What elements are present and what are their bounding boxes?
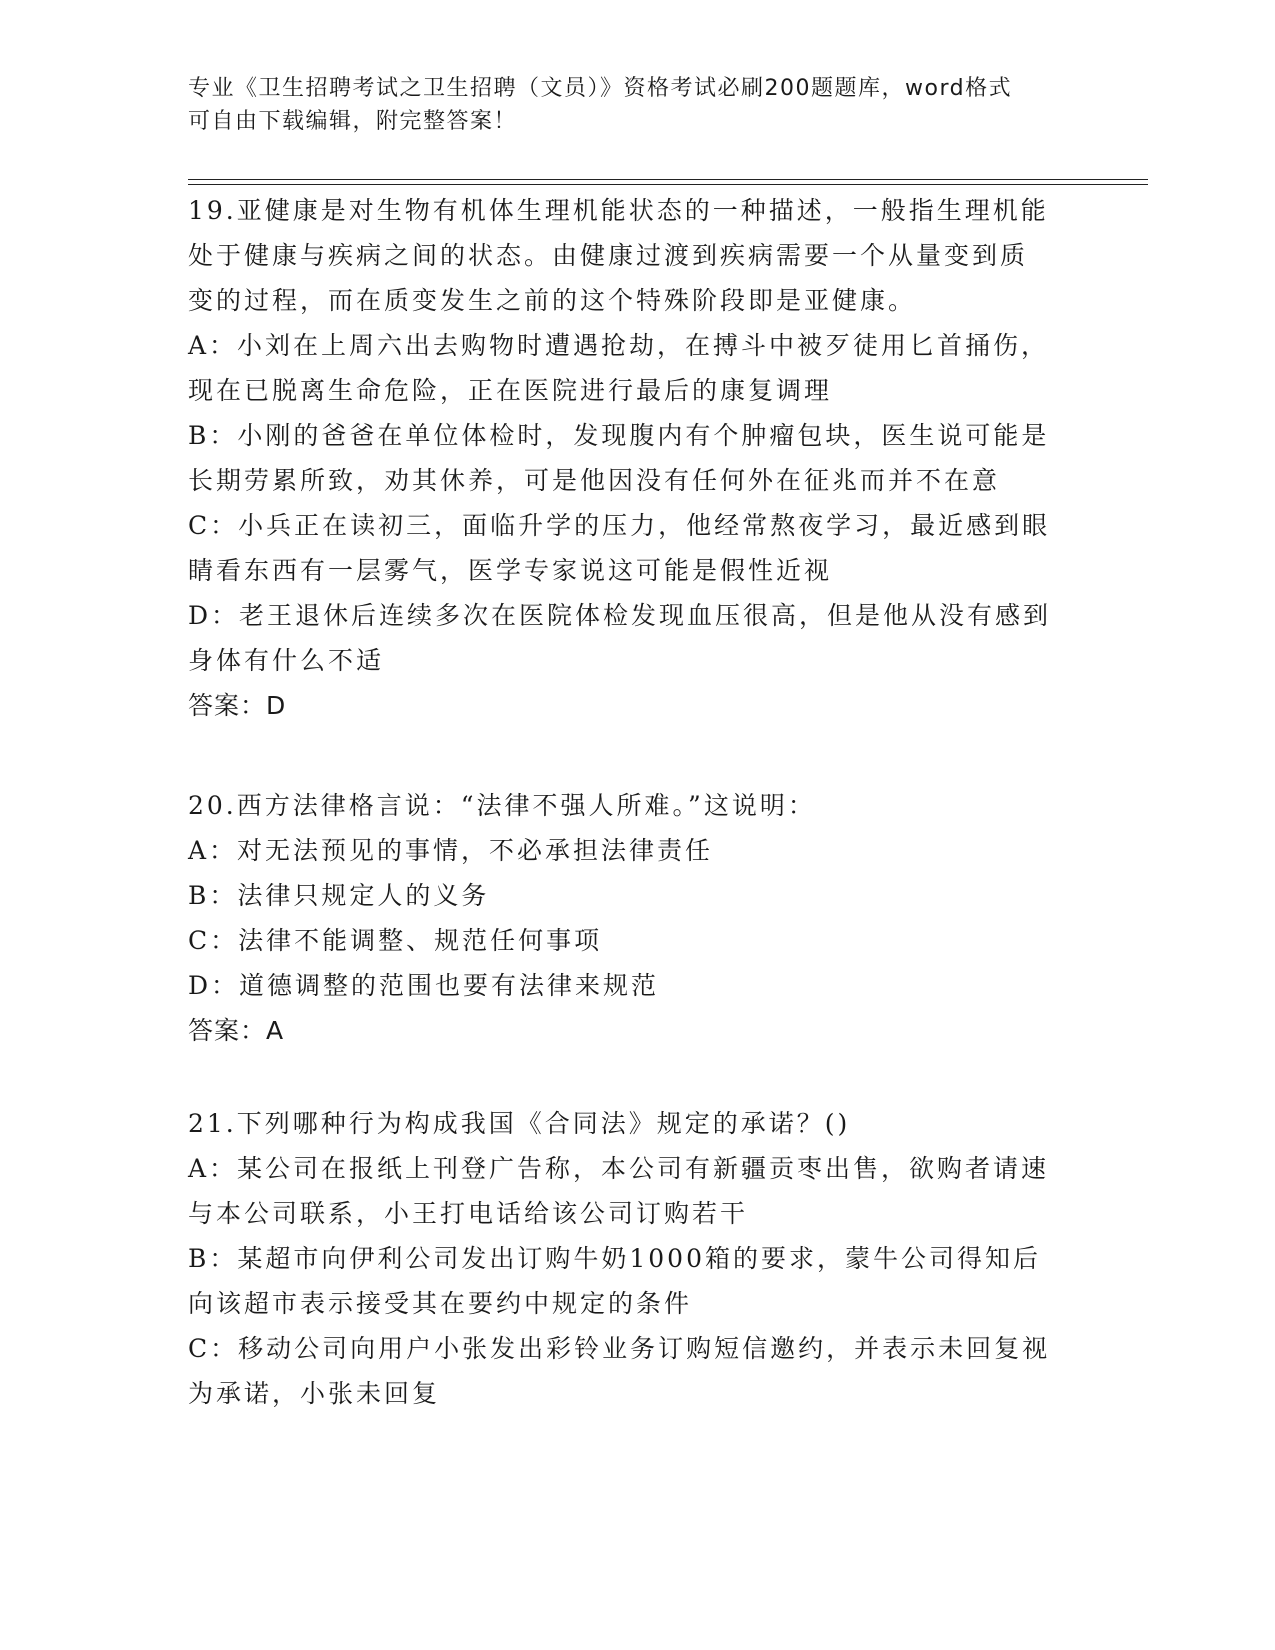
option-a: 现在已脱离生命危险，正在医院进行最后的康复调理: [188, 376, 833, 405]
option-c: 睛看东西有一层雾气，医学专家说这可能是假性近视: [188, 556, 833, 585]
question-stem: 变的过程，而在质变发生之前的这个特殊阶段即是亚健康。: [188, 286, 917, 315]
option-b: B：法律只规定人的义务: [188, 881, 490, 910]
option-a: A：对无法预见的事情，不必承担法律责任: [188, 836, 714, 865]
option-b: 长期劳累所致，劝其休养，可是他因没有任何外在征兆而并不在意: [188, 466, 1001, 495]
header-line-2: 可自由下载编辑，附完整答案！: [188, 109, 518, 134]
option-c: 为承诺，小张未回复: [188, 1379, 441, 1408]
option-a: A：某公司在报纸上刊登广告称，本公司有新疆贡枣出售，欲购者请速: [188, 1154, 1050, 1183]
question-stem: 21.下列哪种行为构成我国《合同法》规定的承诺？(): [188, 1109, 851, 1138]
option-d: 身体有什么不适: [188, 646, 385, 675]
option-b: B：某超市向伊利公司发出订购牛奶1000箱的要求，蒙牛公司得知后: [188, 1244, 1041, 1273]
document-header: [188, 72, 1068, 138]
option-a: 与本公司联系，小王打电话给该公司订购若干: [188, 1199, 749, 1228]
answer-label: 答案：A: [188, 1016, 285, 1045]
option-d: D：老王退休后连续多次在医院体检发现血压很高，但是他从没有感到: [188, 601, 1052, 630]
question-stem: 20.西方法律格言说：“法律不强人所难。”这说明：: [188, 791, 816, 820]
question-stem: 19.亚健康是对生物有机体生理机能状态的一种描述，一般指生理机能: [188, 196, 1049, 225]
question-19: [188, 188, 1088, 728]
answer-label: 答案：D: [188, 691, 287, 720]
question-stem: 处于健康与疾病之间的状态。由健康过渡到疾病需要一个从量变到质: [188, 241, 1029, 270]
question-20: [188, 783, 1088, 1053]
header-divider-bottom: [188, 184, 1148, 185]
option-b: 向该超市表示接受其在要约中规定的条件: [188, 1289, 693, 1318]
option-a: A：小刘在上周六出去购物时遭遇抢劫，在搏斗中被歹徒用匕首捅伤，: [188, 331, 1050, 360]
option-d: D：道德调整的范围也要有法律来规范: [188, 971, 660, 1000]
option-c: C：移动公司向用户小张发出彩铃业务订购短信邀约，并表示未回复视: [188, 1334, 1051, 1363]
option-b: B：小刚的爸爸在单位体检时，发现腹内有个肿瘤包块，医生说可能是: [188, 421, 1050, 450]
question-21: [188, 1101, 1088, 1416]
header-line-1: 专业《卫生招聘考试之卫生招聘（文员）》资格考试必刷200题题库，word格式: [188, 76, 1013, 101]
option-c: C：小兵正在读初三，面临升学的压力，他经常熬夜学习，最近感到眼: [188, 511, 1051, 540]
header-divider-top: [188, 179, 1148, 180]
option-c: C：法律不能调整、规范任何事项: [188, 926, 603, 955]
